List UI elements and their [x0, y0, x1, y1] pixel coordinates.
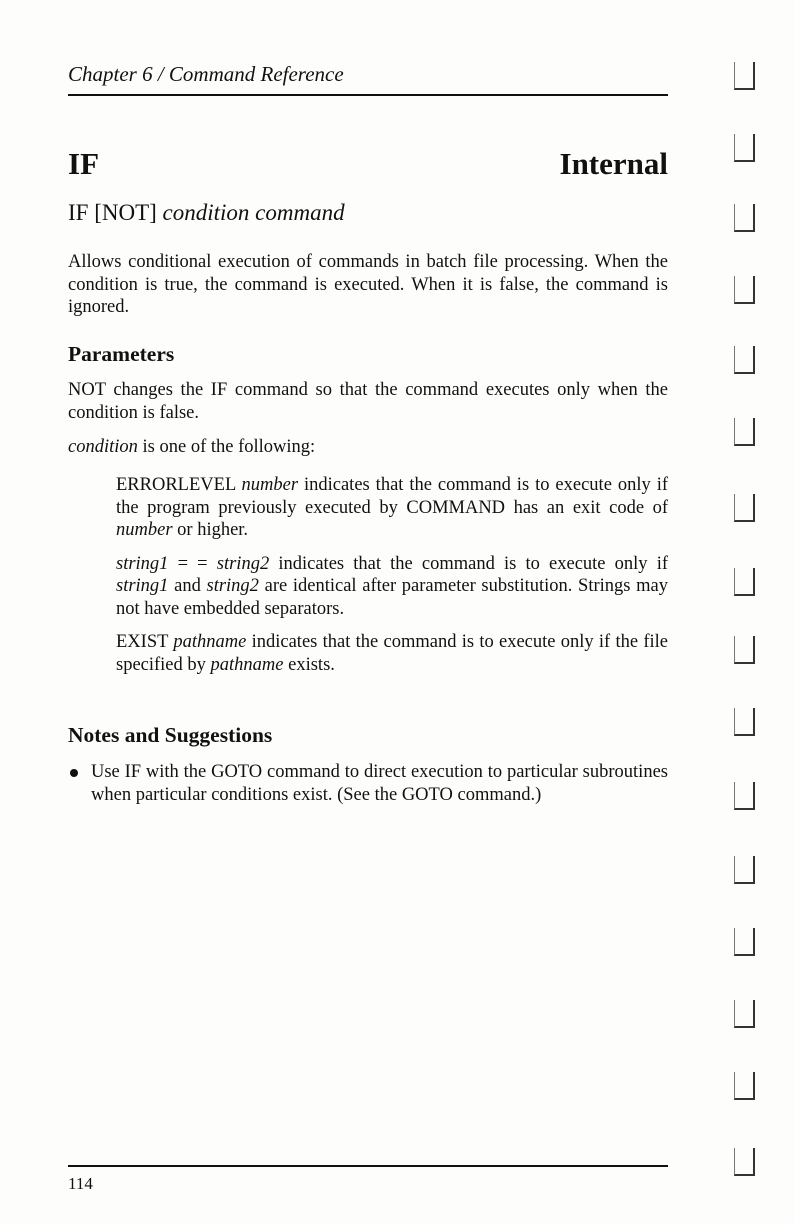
errorlevel-arg-repeat: number [116, 520, 173, 540]
bullet-icon [70, 769, 78, 777]
binder-mark-icon [734, 418, 755, 446]
binder-mark-icon [734, 276, 755, 304]
binder-mark-icon [734, 494, 755, 522]
condition-string-compare [116, 553, 668, 621]
exist-keyword: EXIST [116, 632, 174, 652]
binder-mark-icon [734, 346, 755, 374]
parameters-heading: Parameters [68, 342, 175, 366]
errorlevel-arg: number [241, 475, 299, 495]
syntax-args: condition command [162, 200, 345, 225]
binder-mark-icon [734, 708, 755, 736]
not-parameter-text: NOT changes the IF command so that the command executes only when the condition is false. [68, 380, 668, 423]
exist-arg: pathname [173, 632, 247, 652]
binder-tab-marks [726, 0, 766, 1225]
binder-mark-icon [734, 1072, 755, 1100]
syntax-keyword: IF [NOT] [68, 200, 157, 225]
string1-ref: string1 [116, 576, 169, 596]
binder-mark-icon [734, 636, 755, 664]
errorlevel-text-end: or higher. [172, 520, 249, 540]
string-compare-and: and [168, 576, 207, 596]
exist-text-end: exists. [283, 654, 335, 675]
binder-mark-icon [734, 782, 755, 810]
running-head: Chapter 6 / Command Reference [68, 62, 344, 86]
condition-intro [68, 436, 668, 459]
header-rule [68, 94, 668, 96]
binder-mark-icon [734, 62, 755, 90]
string2-ref: string2 [206, 576, 259, 596]
notes-list [68, 761, 668, 806]
binder-mark-icon [734, 568, 755, 596]
footer-rule [68, 1165, 668, 1167]
condition-exist [116, 631, 668, 676]
errorlevel-text: indicates that the command is to execute only if the program previously executed by COMMAND has an exit code of [116, 475, 668, 518]
condition-intro-text: is one of the following: [137, 437, 316, 457]
exist-text: indicates that the command is to execute only if the file specified by [116, 632, 668, 675]
note-text: Use IF with the GOTO command to direct execution to particular subroutines when particular conditions exist. (See the GOTO command.) [91, 762, 668, 805]
binder-mark-icon [734, 204, 755, 232]
command-description: Allows conditional execution of commands in batch file processing. When the condition is true, the command is executed. When it is false, the command is ignored. [68, 252, 668, 317]
binder-mark-icon [734, 1000, 755, 1028]
exist-arg-repeat: pathname [210, 654, 284, 675]
binder-mark-icon [734, 856, 755, 884]
condition-word: condition [68, 437, 138, 457]
list-item [68, 761, 668, 806]
command-name: IF [68, 146, 99, 181]
notes-heading: Notes and Suggestions [68, 723, 273, 747]
condition-list [116, 474, 668, 687]
errorlevel-keyword: ERRORLEVEL [116, 475, 242, 495]
command-syntax [68, 198, 345, 228]
binder-mark-icon [734, 1148, 755, 1176]
string-compare-text-end: are identical after parameter substitution. Strings may not have embedded separators. [116, 576, 668, 619]
string2-arg: string2 [216, 553, 270, 574]
condition-errorlevel [116, 474, 668, 542]
binder-mark-icon [734, 928, 755, 956]
command-title-row [68, 146, 668, 186]
binder-mark-icon [734, 134, 755, 162]
string1-arg: string1 [116, 553, 169, 574]
page-number: 114 [68, 1174, 93, 1193]
command-type: Internal [559, 146, 668, 181]
string-compare-text: indicates that the command is to execute only if [269, 553, 669, 574]
equality-operator: = = [168, 553, 217, 574]
